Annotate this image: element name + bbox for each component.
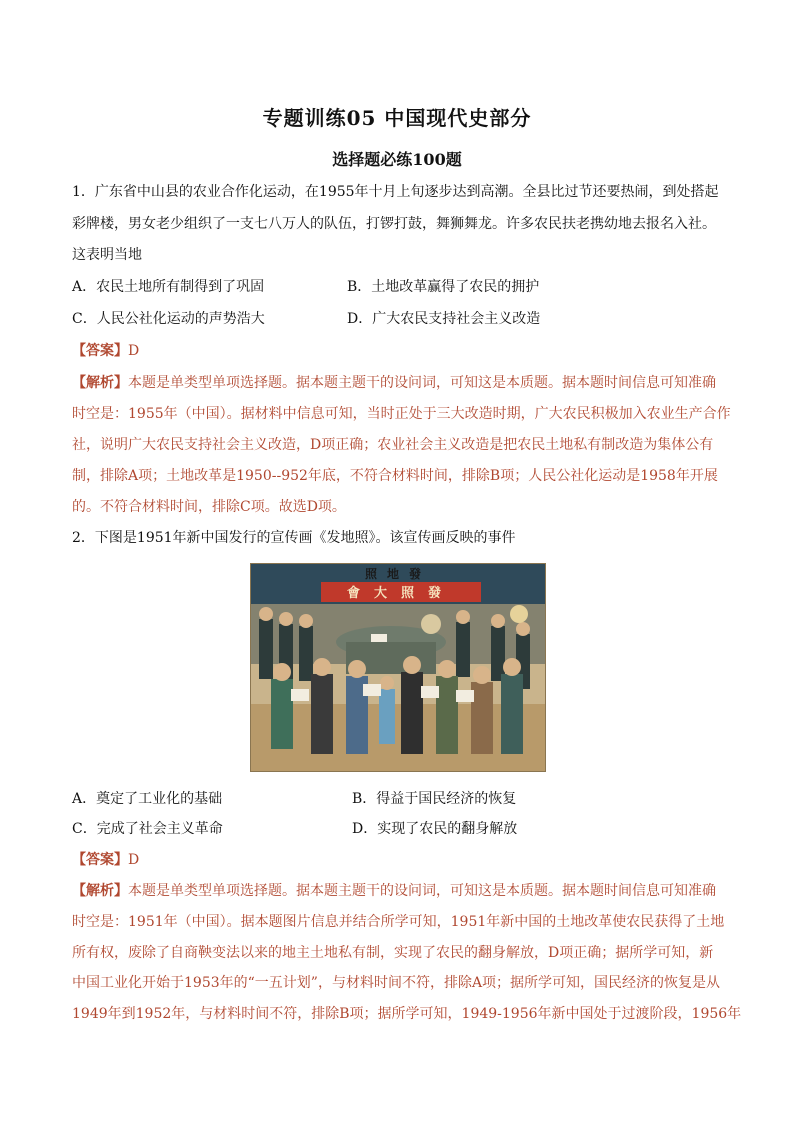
q1-option-c: C．人民公社化运动的声势浩大 [72,311,265,327]
q2-option-d: D．实现了农民的翻身解放 [352,821,518,837]
answer-label: 【答案】 [72,343,128,359]
q1-answer [72,341,732,361]
q1-option-a: A．农民土地所有制得到了巩固 [72,279,265,295]
q1-analysis-line: 时空是：1955年（中国）。据材料中信息可知，当时正处于三大改造时期，广大农民积极加入农业生产合作 [72,406,731,422]
answer-value: D [128,852,140,868]
q2-analysis-line: 中国工业化开始于1953年的“一五计划”，与材料时间不符，排除A项；据所学可知，国民经济的恢复是从 [72,975,721,991]
q1-analysis-line: 社，说明广大农民支持社会主义改造，D项正确；农业社会主义改造是把农民土地私有制改造为集体公有 [72,437,714,453]
q2-option-c: C．完成了社会主义革命 [72,821,223,837]
q1-stem-line: 这表明当地 [72,247,142,263]
q1-analysis-line: 【解析】本题是单类型单项选择题。据本题主题干的设问词，可知这是本质题。据本题时间信息可知准确 [72,375,716,391]
answer-label: 【答案】 [72,852,128,868]
page-subtitle: 选择题必练100题 [332,150,462,169]
answer-value: D [128,343,140,359]
q1-option-b: B．土地改革赢得了农民的拥护 [347,279,540,295]
page-title: 专题训练05 中国现代史部分 [262,106,532,130]
analysis-label: 【解析】 [72,883,128,899]
q1-analysis-line: 制，排除A项；土地改革是1950--952年底，不符合材料时间，排除B项；人民公社化运动是1958年开展 [72,468,718,484]
poster-banner: 會大照發 [346,586,456,601]
poster-heading: 照地發 [364,567,432,581]
q1-analysis-line: 的。不符合材料时间，排除C项。故选D项。 [72,499,346,515]
q1-stem-line: 1．广东省中山县的农业合作化运动，在1955年十月上旬逐步达到高潮。全县比过节还要热闹，到处搭起 [72,184,719,200]
q2-answer [72,850,732,870]
q2-analysis-line: 时空是：1951年（中国）。据本题图片信息并结合所学可知，1951年新中国的土地改革使农民获得了土地 [72,914,725,930]
propaganda-poster-image [250,563,546,772]
q2-analysis-line: 所有权，废除了自商鞅变法以来的地主土地私有制，实现了农民的翻身解放，D项正确；据所学可知，新 [72,945,714,961]
q2-option-b: B．得益于国民经济的恢复 [352,791,517,807]
q2-analysis-line: 【解析】本题是单类型单项选择题。据本题主题干的设问词，可知这是本质题。据本题时间信息可知准确 [72,883,716,899]
q1-stem-line: 彩牌楼，男女老少组织了一支七八万人的队伍，打锣打鼓，舞狮舞龙。许多农民扶老携幼地去报名入社。 [72,216,716,232]
analysis-label: 【解析】 [72,375,128,391]
q1-option-d: D．广大农民支持社会主义改造 [347,311,541,327]
q2-option-a: A．奠定了工业化的基础 [72,791,223,807]
q2-stem: 2．下图是1951年新中国发行的宣传画《发地照》。该宣传画反映的事件 [72,530,516,546]
q2-analysis-line: 1949年到1952年，与材料时间不符，排除B项；据所学可知，1949-1956年新中国处于过渡阶段，1956年 [72,1006,742,1022]
